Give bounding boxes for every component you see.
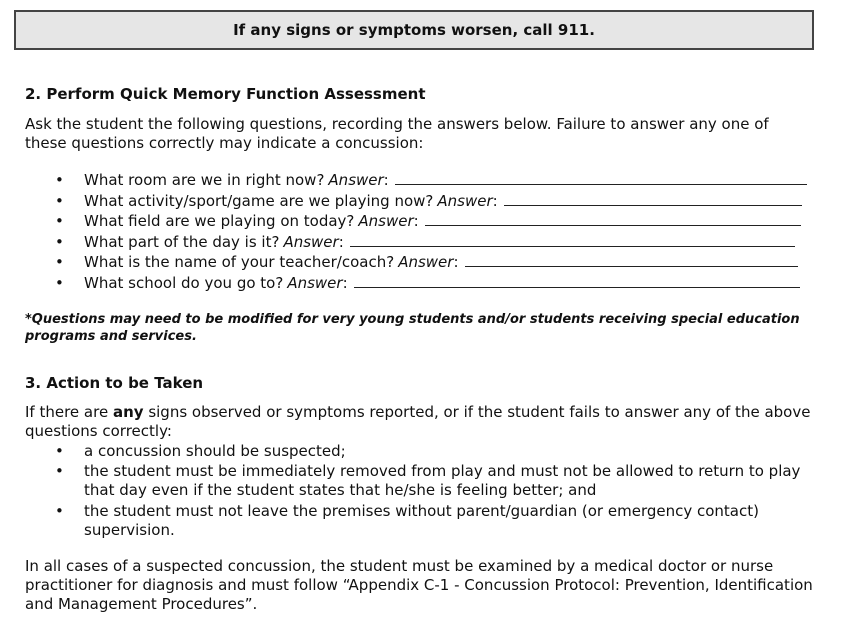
bullet-icon: • (55, 442, 64, 460)
answer-label: Answer (283, 232, 339, 251)
answer-label: Answer (287, 273, 343, 292)
section-3-heading: 3. Action to be Taken (25, 374, 204, 392)
answer-colon: : (338, 232, 344, 251)
answer-colon: : (383, 171, 389, 189)
answer-blank-line[interactable] (395, 170, 807, 185)
bullet-icon: • (55, 273, 64, 292)
question-text: What is the name of your teacher/coach? (84, 253, 395, 272)
answer-colon: : (453, 253, 459, 272)
section-3-intro (25, 403, 815, 441)
answer-blank-line[interactable] (425, 211, 801, 226)
action-text: the student must not leave the premises without parent/guardian (or emergency contact) supervision. (84, 502, 759, 539)
bullet-icon: • (55, 171, 64, 189)
action-list (0, 442, 842, 540)
call-911-alert-box (14, 10, 814, 50)
answer-blank-line[interactable] (504, 191, 802, 206)
question-text: What school do you go to? (84, 273, 284, 292)
question-text: What activity/sport/game are we playing now? (84, 191, 434, 210)
section-3-intro-before: If there are (25, 403, 113, 421)
action-item-remove-from-play (0, 462, 842, 500)
action-text: a concussion should be suspected; (84, 442, 346, 460)
bullet-icon: • (55, 502, 64, 520)
bullet-icon: • (55, 232, 64, 251)
answer-colon: : (342, 273, 348, 292)
answer-blank-line[interactable] (465, 252, 798, 267)
bullet-icon: • (55, 212, 64, 231)
action-item-supervision (0, 502, 842, 540)
question-text: What part of the day is it? (84, 232, 280, 251)
answer-blank-line[interactable] (354, 273, 800, 288)
answer-colon: : (492, 191, 498, 210)
answer-label: Answer (398, 253, 454, 272)
section-3-intro-emphasis: any (112, 403, 144, 421)
answer-blank-line[interactable] (350, 232, 795, 247)
answer-label: Answer (328, 171, 384, 189)
question-text: What field are we playing on today? (84, 212, 355, 231)
action-text: the student must be immediately removed from play and must not be allowed to return to play that day even if the student states that he/she is feeling better; and (84, 462, 801, 499)
bullet-icon: • (55, 253, 64, 272)
questions-footnote: *Questions may need to be modified for very young students and/or students receiving special education programs and services. (25, 312, 800, 344)
section-2-intro: Ask the student the following questions, recording the answers below. Failure to answer any one of these questions correctly may indicate a concussion: (25, 115, 769, 152)
answer-label: Answer (358, 212, 414, 231)
closing-paragraph: In all cases of a suspected concussion, the student must be examined by a medical doctor or nurse practitioner for diagnosis and must follow “Appendix C-1 - Concussion Protocol: Prevention, Identification and Management Procedures”. (25, 557, 813, 613)
section-3-intro-after: signs observed or symptoms reported, or if the student fails to answer any of the above questions correctly: (25, 403, 811, 440)
action-item-suspect (0, 442, 842, 461)
alert-text: If any signs or symptoms worsen, call 911. (233, 21, 595, 39)
answer-colon: : (413, 212, 419, 231)
bullet-icon: • (55, 191, 64, 210)
bullet-icon: • (55, 462, 64, 480)
question-text: What room are we in right now? (84, 171, 325, 189)
answer-label: Answer (437, 191, 493, 210)
section-2-heading: 2. Perform Quick Memory Function Assessment (25, 85, 426, 103)
